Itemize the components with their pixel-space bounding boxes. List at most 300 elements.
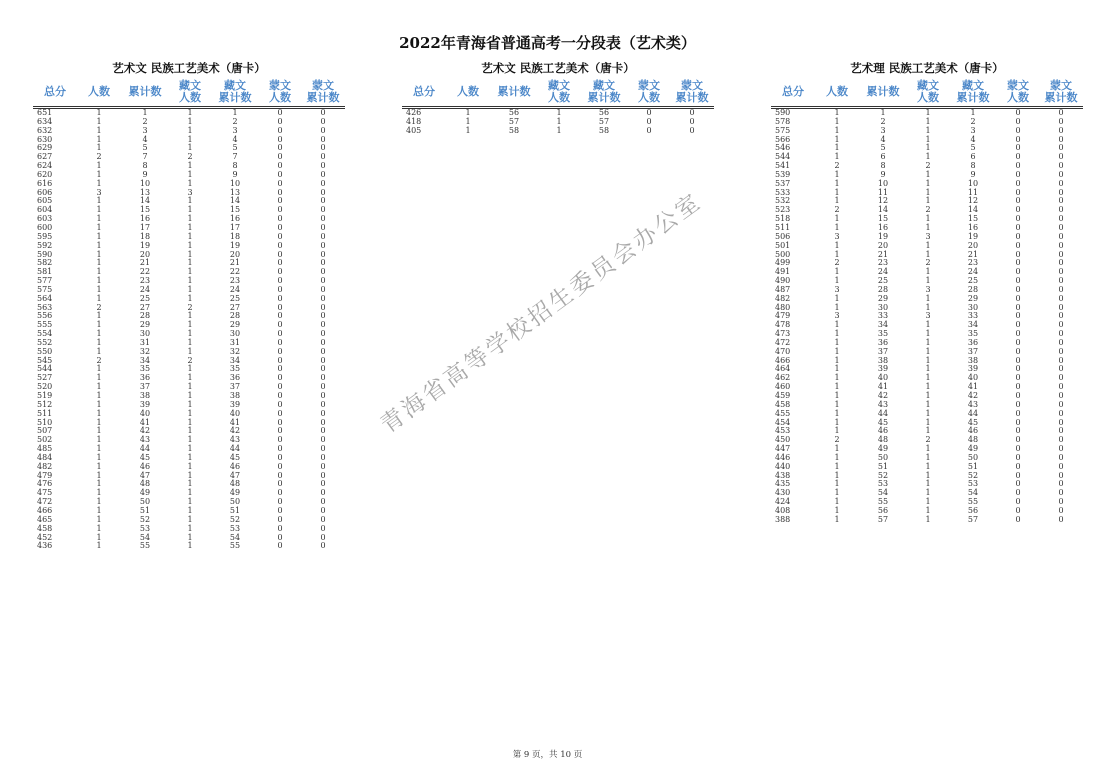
table-cell: 1 [96, 276, 102, 286]
table-cell: 511 [775, 222, 791, 232]
table-cell: 0 [277, 532, 283, 542]
table-cell: 4 [970, 134, 976, 144]
table-cell: 0 [320, 399, 326, 409]
table-cell: 50 [877, 452, 889, 462]
table-cell: 1 [187, 364, 193, 374]
table-cell: 1 [187, 178, 193, 188]
table-cell: 8 [232, 161, 238, 171]
table-cell: 1 [187, 399, 193, 409]
table-cell: 0 [1058, 258, 1064, 268]
table-cell: 51 [139, 505, 151, 515]
table-cell: 30 [139, 329, 151, 339]
table-cell: 453 [775, 426, 791, 436]
table-cell: 616 [37, 178, 53, 188]
table-cell: 1 [925, 337, 931, 347]
table-cell: 23 [139, 276, 151, 286]
table-cell: 0 [320, 240, 326, 250]
table-cell: 1 [834, 320, 840, 330]
table-cell: 1 [187, 161, 193, 171]
table-cell: 0 [277, 311, 283, 321]
table-cell: 38 [229, 391, 241, 400]
table-cell: 36 [139, 373, 151, 383]
table-cell: 0 [1058, 364, 1064, 374]
table-cell: 40 [967, 373, 979, 383]
table-cell: 1 [187, 108, 193, 117]
table-cell: 52 [139, 514, 151, 524]
table-cell: 0 [320, 293, 326, 303]
table-cell: 1 [556, 125, 562, 135]
table-cell: 0 [646, 116, 652, 126]
table-cell: 1 [834, 152, 840, 162]
table-cell: 45 [139, 452, 151, 462]
table-cell: 1 [925, 320, 931, 330]
table-cell: 1 [834, 399, 840, 409]
table-cell: 19 [139, 240, 151, 250]
table-cell: 1 [925, 214, 931, 224]
table-cell: 0 [1015, 161, 1021, 171]
table-cell: 1 [96, 435, 102, 445]
table-cell: 25 [967, 276, 979, 286]
table-cell: 533 [775, 187, 791, 197]
table-cell: 0 [1058, 505, 1064, 515]
table-cell: 1 [96, 470, 102, 480]
table-cell: 566 [775, 134, 791, 144]
table-cell: 4 [880, 134, 886, 144]
table-cell: 0 [1058, 444, 1064, 454]
table-cell: 21 [229, 258, 241, 268]
table-cell: 604 [37, 205, 53, 215]
table-cell: 44 [967, 408, 979, 418]
score-table [771, 78, 1083, 525]
table-cell: 1 [187, 249, 193, 259]
table-cell: 0 [277, 320, 283, 330]
table-cell: 29 [229, 320, 241, 330]
table-cell: 0 [1015, 452, 1021, 462]
table-cell: 0 [1015, 461, 1021, 471]
table-cell: 1 [834, 337, 840, 347]
table-cell: 1 [187, 532, 193, 542]
table-cell: 1 [925, 382, 931, 392]
table-cell: 36 [229, 373, 241, 383]
table-cell: 545 [37, 355, 53, 365]
table-cell: 1 [187, 497, 193, 507]
table-cell: 42 [967, 391, 979, 400]
table-title: 艺术文 民族工艺美术（唐卡） [481, 61, 635, 75]
table-cell: 590 [775, 108, 791, 117]
table-cell: 1 [834, 302, 840, 312]
table-cell: 1 [187, 426, 193, 436]
score-header: 总分 [402, 78, 446, 108]
table-cell: 1 [96, 116, 102, 126]
table-cell: 1 [556, 108, 562, 117]
table-cell: 0 [1058, 311, 1064, 321]
table-cell: 0 [277, 125, 283, 135]
table-cell: 0 [1015, 222, 1021, 232]
table-cell: 629 [37, 143, 53, 153]
table-cell: 10 [229, 178, 241, 188]
table-cell: 20 [229, 249, 241, 259]
table-cell: 0 [277, 152, 283, 162]
table-cell: 0 [320, 205, 326, 215]
table-cell: 0 [1015, 470, 1021, 480]
table-cell: 1 [187, 143, 193, 153]
table-cell: 5 [970, 143, 976, 153]
table-cell: 624 [37, 161, 53, 171]
table-cell: 1 [96, 346, 102, 356]
table-cell: 0 [320, 143, 326, 153]
count-header: 人数 [77, 78, 121, 108]
table-cell: 29 [139, 320, 151, 330]
table-cell: 603 [37, 214, 53, 224]
table-cell: 0 [277, 514, 283, 524]
table-cell: 0 [277, 541, 283, 551]
table-cell: 0 [1058, 302, 1064, 312]
table-cell: 28 [229, 311, 241, 321]
table-cell: 55 [967, 497, 979, 507]
table-cell: 0 [1015, 435, 1021, 445]
table-cell: 527 [37, 373, 53, 383]
table-cell: 0 [277, 302, 283, 312]
table-cell: 50 [229, 497, 241, 507]
tibetan-cumulative-header: 藏文 累计数 [211, 78, 259, 108]
tibetan-count-header: 藏文 人数 [538, 78, 580, 108]
table-cell: 0 [320, 435, 326, 445]
table-cell: 1 [187, 267, 193, 277]
table-cell: 1 [187, 373, 193, 383]
table-cell: 450 [775, 435, 791, 445]
table-cell: 3 [925, 284, 931, 294]
table-cell: 0 [1058, 178, 1064, 188]
table-cell: 632 [37, 125, 53, 135]
table-cell: 1 [834, 346, 840, 356]
table-cell: 8 [970, 161, 976, 171]
table-cell: 600 [37, 222, 53, 232]
table-cell: 0 [277, 364, 283, 374]
table-cell: 577 [37, 276, 53, 286]
table-cell: 440 [775, 461, 791, 471]
table-cell: 1 [834, 125, 840, 135]
mongolian-count-header: 蒙文 人数 [628, 78, 670, 108]
table-cell: 0 [277, 178, 283, 188]
table-cell: 21 [139, 258, 151, 268]
table-cell: 552 [37, 337, 53, 347]
table-cell: 1 [187, 284, 193, 294]
table-cell: 54 [967, 488, 979, 498]
table-cell: 15 [967, 214, 979, 224]
table-cell: 55 [139, 541, 151, 551]
table-cell: 1 [232, 108, 238, 117]
table-cell: 54 [139, 532, 151, 542]
table-cell: 0 [1015, 497, 1021, 507]
table-cell: 19 [877, 231, 889, 241]
table-cell: 0 [277, 293, 283, 303]
table-cell: 426 [406, 108, 422, 117]
table-cell: 1 [834, 514, 840, 524]
table-cell: 45 [877, 417, 889, 427]
table-cell: 1 [925, 187, 931, 197]
table-cell: 1 [96, 408, 102, 418]
table-cell: 32 [229, 346, 241, 356]
table-cell: 1 [834, 267, 840, 277]
table-cell: 1 [834, 108, 840, 117]
table-cell: 1 [187, 479, 193, 489]
table-row [402, 127, 714, 136]
table-cell: 0 [277, 240, 283, 250]
table-cell: 19 [967, 231, 979, 241]
table-cell: 52 [229, 514, 241, 524]
table-cell: 0 [320, 488, 326, 498]
table-cell: 8 [880, 161, 886, 171]
table-cell: 3 [142, 125, 148, 135]
table-cell: 0 [1058, 417, 1064, 427]
score-table-arts-science [771, 58, 1083, 525]
table-cell: 28 [877, 284, 889, 294]
table-cell: 499 [775, 258, 791, 268]
table-cell: 550 [37, 346, 53, 356]
table-cell: 459 [775, 391, 791, 400]
table-cell: 34 [877, 320, 889, 330]
table-cell: 0 [277, 205, 283, 215]
table-cell: 1 [834, 240, 840, 250]
table-cell: 2 [970, 116, 976, 126]
table-cell: 1 [834, 355, 840, 365]
table-cell: 53 [877, 479, 889, 489]
table-cell: 0 [320, 541, 326, 551]
table-cell: 478 [775, 320, 791, 330]
table-cell: 438 [775, 470, 791, 480]
count-header: 人数 [815, 78, 859, 108]
table-cell: 15 [877, 214, 889, 224]
table-cell: 0 [277, 169, 283, 179]
table-cell: 0 [320, 408, 326, 418]
table-cell: 590 [37, 249, 53, 259]
table-cell: 634 [37, 116, 53, 126]
table-cell: 3 [232, 125, 238, 135]
table-cell: 23 [967, 258, 979, 268]
table-cell: 18 [229, 231, 241, 241]
table-cell: 38 [139, 391, 151, 400]
table-cell: 35 [139, 364, 151, 374]
table-cell: 0 [320, 452, 326, 462]
table-cell: 37 [229, 382, 241, 392]
table-cell: 30 [877, 302, 889, 312]
table-cell: 45 [229, 452, 241, 462]
table-cell: 53 [229, 523, 241, 533]
table-cell: 3 [834, 284, 840, 294]
watermark-text: 青海省高等学校招生委员会办公室 [376, 188, 707, 439]
table-cell: 0 [320, 214, 326, 224]
table-cell: 14 [967, 205, 979, 215]
table-cell: 476 [37, 479, 53, 489]
table-cell: 0 [1015, 505, 1021, 515]
table-cell: 1 [834, 461, 840, 471]
table-cell: 0 [277, 452, 283, 462]
table-cell: 1 [187, 408, 193, 418]
header-row [402, 78, 714, 108]
table-cell: 578 [775, 116, 791, 126]
table-cell: 0 [689, 125, 695, 135]
table-cell: 41 [139, 417, 151, 427]
table-cell: 0 [1015, 488, 1021, 498]
table-cell: 2 [834, 161, 840, 171]
table-cell: 33 [877, 311, 889, 321]
table-cell: 1 [96, 125, 102, 135]
table-cell: 38 [877, 355, 889, 365]
table-cell: 0 [320, 346, 326, 356]
table-cell: 43 [139, 435, 151, 445]
table-cell: 0 [1058, 355, 1064, 365]
table-cell: 2 [925, 258, 931, 268]
table-cell: 1 [187, 293, 193, 303]
table-cell: 0 [1015, 408, 1021, 418]
table-cell: 1 [834, 364, 840, 374]
table-cell: 0 [277, 479, 283, 489]
table-cell: 1 [834, 329, 840, 339]
table-cell: 0 [1058, 293, 1064, 303]
table-cell: 1 [187, 258, 193, 268]
table-cell: 1 [187, 346, 193, 356]
table-cell: 0 [277, 187, 283, 197]
table-cell: 500 [775, 249, 791, 259]
table-cell: 523 [775, 205, 791, 215]
table-cell: 1 [187, 329, 193, 339]
table-cell: 435 [775, 479, 791, 489]
table-cell: 31 [229, 337, 241, 347]
table-cell: 30 [967, 302, 979, 312]
table-cell: 537 [775, 178, 791, 188]
table-cell: 405 [406, 125, 422, 135]
table-cell: 452 [37, 532, 53, 542]
table-cell: 3 [925, 311, 931, 321]
tibetan-count-header: 藏文 人数 [169, 78, 211, 108]
table-cell: 1 [925, 417, 931, 427]
table-cell: 12 [877, 196, 889, 206]
table-cell: 1 [96, 320, 102, 330]
table-cell: 0 [1058, 514, 1064, 524]
table-cell: 0 [320, 249, 326, 259]
table-cell: 1 [96, 196, 102, 206]
table-cell: 41 [229, 417, 241, 427]
table-cell: 48 [967, 435, 979, 445]
table-cell: 1 [96, 311, 102, 321]
table-cell: 1 [925, 169, 931, 179]
table-cell: 10 [877, 178, 889, 188]
table-cell: 14 [139, 196, 151, 206]
table-cell: 2 [187, 302, 193, 312]
table-cell: 0 [320, 320, 326, 330]
table-cell: 0 [277, 258, 283, 268]
table-cell: 575 [37, 284, 53, 294]
table-cell: 0 [1058, 329, 1064, 339]
table-cell: 0 [1058, 346, 1064, 356]
table-cell: 0 [1015, 417, 1021, 427]
table-cell: 8 [142, 161, 148, 171]
table-cell: 436 [37, 541, 53, 551]
table-cell: 1 [834, 373, 840, 383]
table-cell: 554 [37, 329, 53, 339]
table-cell: 0 [1015, 364, 1021, 374]
table-cell: 1 [834, 505, 840, 515]
table-cell: 1 [187, 222, 193, 232]
table-cell: 1 [925, 452, 931, 462]
table-cell: 24 [877, 267, 889, 277]
table-cell: 1 [187, 116, 193, 126]
table-cell: 0 [1058, 337, 1064, 347]
table-cell: 0 [277, 329, 283, 339]
table-cell: 470 [775, 346, 791, 356]
table-cell: 0 [277, 444, 283, 454]
table-cell: 510 [37, 417, 53, 427]
table-cell: 0 [320, 461, 326, 471]
table-cell: 7 [142, 152, 148, 162]
table-cell: 1 [96, 108, 102, 117]
table-cell: 0 [1015, 479, 1021, 489]
table-cell: 30 [229, 329, 241, 339]
table-cell: 1 [925, 302, 931, 312]
table-cell: 1 [925, 116, 931, 126]
table-cell: 0 [277, 373, 283, 383]
table-cell: 1 [925, 479, 931, 489]
table-cell: 1 [187, 541, 193, 551]
count-header: 人数 [446, 78, 490, 108]
table-cell: 16 [139, 214, 151, 224]
cumulative-header: 累计数 [490, 78, 538, 108]
table-cell: 1 [96, 532, 102, 542]
table-cell: 0 [1015, 399, 1021, 409]
table-cell: 1 [96, 461, 102, 471]
table-cell: 43 [967, 399, 979, 409]
table-cell: 1 [96, 169, 102, 179]
table-cell: 0 [277, 488, 283, 498]
score-header: 总分 [33, 78, 77, 108]
table-cell: 6 [970, 152, 976, 162]
table-cell: 32 [139, 346, 151, 356]
table-cell: 0 [1015, 382, 1021, 392]
table-cell: 16 [229, 214, 241, 224]
table-cell: 1 [96, 523, 102, 533]
table-cell: 41 [967, 382, 979, 392]
table-cell: 2 [925, 161, 931, 171]
table-cell: 2 [142, 116, 148, 126]
table-cell: 0 [1015, 329, 1021, 339]
table-cell: 0 [320, 391, 326, 400]
table-cell: 34 [967, 320, 979, 330]
table-cell: 475 [37, 488, 53, 498]
table-cell: 0 [277, 435, 283, 445]
table-cell: 0 [1015, 267, 1021, 277]
table-cell: 0 [277, 497, 283, 507]
table-cell: 39 [229, 399, 241, 409]
table-cell: 1 [96, 161, 102, 171]
table-cell: 0 [1015, 196, 1021, 206]
table-cell: 43 [229, 435, 241, 445]
table-cell: 1 [925, 497, 931, 507]
table-cell: 563 [37, 302, 53, 312]
table-cell: 20 [967, 240, 979, 250]
table-cell: 0 [320, 426, 326, 436]
table-cell: 1 [925, 373, 931, 383]
table-cell: 485 [37, 444, 53, 454]
table-cell: 502 [37, 435, 53, 445]
table-cell: 472 [37, 497, 53, 507]
table-cell: 53 [967, 479, 979, 489]
table-cell: 0 [277, 196, 283, 206]
table-cell: 487 [775, 284, 791, 294]
table-cell: 1 [187, 444, 193, 454]
table-cell: 15 [139, 205, 151, 215]
table-cell: 42 [139, 426, 151, 436]
table-cell: 55 [229, 541, 241, 551]
